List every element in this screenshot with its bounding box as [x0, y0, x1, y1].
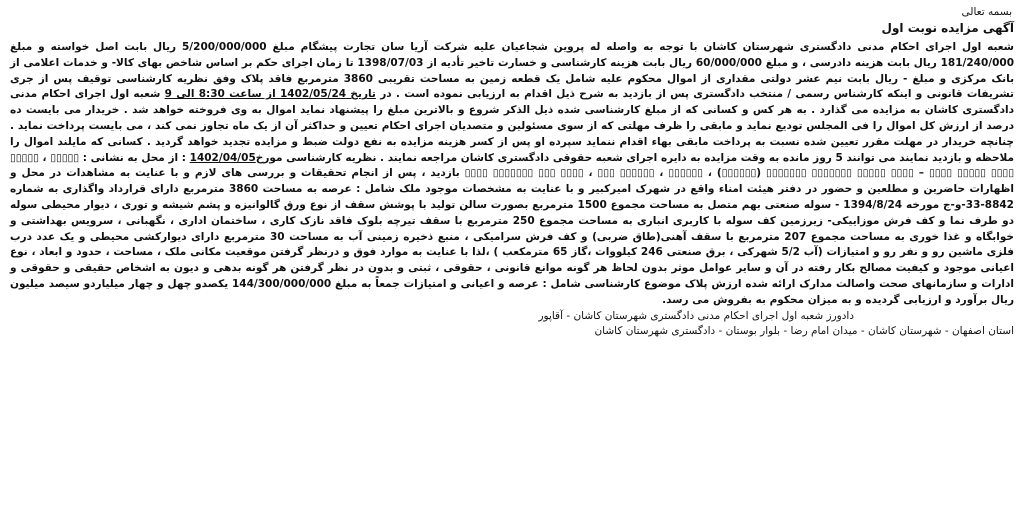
expert-opinion-date: 1402/04/05 [189, 151, 256, 164]
court-address: استان اصفهان - شهرستان کاشان - میدان امام رضا - بلوار بوستان - دادگستری شهرستان کاشان [594, 324, 1014, 337]
auction-date-time: تاریخ 1402/05/24 از ساعت 8:30 الی 9 [164, 88, 376, 101]
notice-footer [10, 309, 1014, 339]
bismillah-heading: بسمه تعالی [961, 6, 1012, 18]
notice-title: آگهی مزایده نوبت اول [881, 21, 1014, 35]
bailiff-signature: دادورز شعبه اول اجرای احکام مدنی دادگستری شهرستان کاشان - آقاپور [538, 309, 854, 322]
body-part-3: : از محل به نشانی : ▯▯▯▯▯ ، ▯▯▯▯▯ ▯▯▯▯ ▯▯▯▯▯ ▯▯▯▯ – ▯▯▯▯ ▯▯▯▯▯ ▯▯▯▯▯▯▯ ▯▯▯▯▯▯▯ (▯▯▯▯▯▯) ، ▯▯▯▯▯▯ ، ▯▯▯▯▯▯ ▯▯▯ ، ▯▯▯▯ ▯▯▯ ▯▯▯▯▯▯▯ ▯▯▯▯ بازدید ، پس از انجام تحقیقات و بررسی های لازم و با عنایت به مشاهدات در محل و اظهارات حاضرین و مطلعین و حضور در دفتر هیئت امناء واقع در شهرک امیرکبیر و با عنایت به مشخصات موجود ملک شامل : عرصه به مساحت 3860 مترمربع دارای قرارداد واگذاری به شماره 8842-33-و-ج مورخه 1394/8/24 - سوله صنعتی بهم متصل به مساحت مجموع 1500 مترمربع بصورت سالن تولید با پوشش سقف از نوع ورق گالوانیزه و پشم شیشه و توری ، دیوار محیطی سوله دو طرف نما و کف فرش موزاییکی- زیرزمین کف سوله با کاربری انباری به مساحت مجموع 250 مترمربع با سقف تیرچه بلوک فاقد نازک کاری ، ساختمان اداری ، نگهبانی ، سرویس بهداشتی و خوابگاه و غذا خوری به مساحت مجموع 207 مترمربع با سقف آهنی(طاق ضربی) و کف فرش سرامیکی ، منبع ذخیره زمینی آب به مساحت 30 مترمربع دارای دیوارکشی محیطی و یک عدد درب فلزی ماشین رو و نفر رو و امتیازات (آب 5/2 شهرکی ، برق صنعتی 246 کیلووات ،گاز 65 مترمکعب ) ،لذا با عنایت به موارد فوق و درنظر گرفتن موقعیت مکانی ملک ، مساحت ، حدود و ابعاد ، نوع اعیانی موجود و کیفیت مصالح بکار رفته در آن و سایر عوامل موثر بدون لحاظ هر گونه موانع قانونی ، حقوقی ، ثبتی و بدون در نظر گرفتن هر گونه بدهی و دیون به اشخاص حقیقی و حقوقی و ادارات و سازمانهای صحت واصالت مدارک ارائه شده ارزش پلاک موضوع کارشناسی شامل : عرصه و اعیانی و امتیازات جمعاً به مبلغ 144/300/000/000 یکصدو چهل و چهار میلیاردو سیصد میلیون ریال برآورد و ارزیابی گردیده و به میزان محکوم به بفروش می رسد. [10, 151, 1014, 306]
body-part-2: شعبه اول اجرای احکام مدنی دادگستری کاشان به مزایده می گذارد . به هر کس و کسانی که از مبلغ کارشناسی شده ذیل الذکر شروع و بالاترین مبلغ را پیشنهاد نماید اموال به وی فروخته خواهد شد . خریدار می بایست ده درصد از ارزش کل اموال را فی المجلس تودیع نماید و مابقی را ظرف مهلتی که از سوی مسئولین و متصدیان اجرای احکام تعیین و حداکثر آن از یک ماه تجاوز نمی کند ، می بایست پرداخت نماید . چنانچه خریدار در مهلت مقرر تعیین شده نسبت به پرداخت مابقی بهاء اقدام ننماید سپرده او پس از کسر هزینه مزایده به نفع دولت ضبط و مزایده تجدید خواهد گردید . کسانی که مایلند اموال را ملاحظه و بازدید نمایند می توانند 5 روز مانده به وقت مزایده به دایره اجرای شعبه حقوقی دادگستری کاشان مراجعه نمایند . نظریه کارشناسی مورخ [10, 88, 1014, 164]
notice-body [10, 40, 1014, 309]
body-part-1: شعبه اول اجرای احکام مدنی دادگستری شهرستان کاشان با توجه به واصله له پروین شجاعیان علیه شرکت آریا سان تجارت پیشگام مبلغ 5/200/000/000 ریال بابت اصل خواسته و مبلغ 181/240/000 ریال بابت هزینه دادرسی ، و مبلغ 60/000/000 ریال بابت هزینه کارشناسی و خسارت تاخیر تأدیه از 1398/07/03 تا زمان اجرای حکم بر اساس شاخص بهای کالا- و خدمات اعلامی از بانک مرکزی و مبلغ - ریال بابت نیم عشر دولتی مقداری از اموال محکوم علیه شامل یک قطعه زمین به مساحت تقریبی 3860 مترمربع فاقد پلاک وفق نظریه کارشناسی توقیف پس از جری تشریفات قانونی و اینکه کارشناس رسمی / منتخب دادگستری پس از بازدید به شرح ذیل اقدام به ارزیابی نموده است . در [10, 41, 1015, 101]
